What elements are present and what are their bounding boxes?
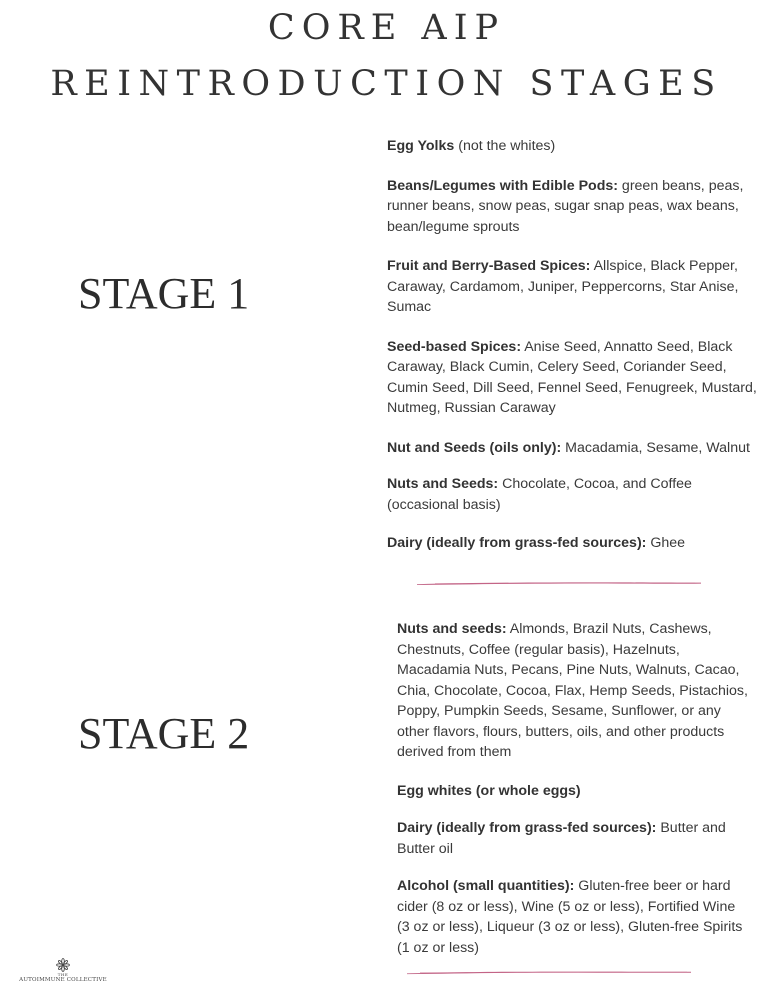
item-text: green beans, peas, runner beans, snow peas, sugar snap peas, wax beans, bean/legume sprouts <box>387 177 744 235</box>
item-label: Alcohol (small quantities): <box>397 878 575 894</box>
list-item <box>387 438 759 459</box>
item-label: Beans/Legumes with Edible Pods: <box>387 177 618 194</box>
divider-stroke <box>415 580 703 586</box>
item-text: Macadamia, Sesame, Walnut <box>561 439 750 456</box>
item-text: (not the whites) <box>454 138 556 154</box>
list-item <box>397 619 749 763</box>
flower-icon <box>55 958 71 972</box>
page-title-line-2: REINTRODUCTION STAGES <box>50 64 723 104</box>
item-label: Seed-based Spices: <box>387 338 522 355</box>
brand-logo <box>18 958 108 984</box>
list-item <box>397 818 749 859</box>
page-title-line-1: CORE AIP <box>267 8 506 48</box>
item-text: Chocolate, Cocoa, and Coffee (occasional basis) <box>387 476 692 513</box>
item-label: Nuts and seeds: <box>397 621 507 637</box>
stage-2-food-list <box>397 619 749 977</box>
list-item <box>387 533 759 554</box>
list-item <box>387 474 759 515</box>
item-label: Dairy (ideally from grass-fed sources): <box>397 820 657 836</box>
item-label: Nut and Seeds (oils only): <box>387 439 562 456</box>
list-item <box>397 876 749 958</box>
stage-1-food-list <box>387 136 759 573</box>
item-label: Egg whites (or whole eggs) <box>397 782 581 799</box>
item-text: Almonds, Brazil Nuts, Cashews, Chestnuts, Coffee (regular basis), Hazelnuts, Macadamia Nuts, Pecans, Pine Nuts, Walnuts, Cacao, Chia, Chocolate, Cocoa, Flax, Hemp Seeds, Pistachios, Poppy, Pumpkin Seeds, Sesame, Sunflower, or any other flavors, flours, butters, oils, and other products derived from them <box>397 621 748 760</box>
list-item <box>387 176 759 238</box>
item-text: Anise Seed, Annatto Seed, Black Caraway, Black Cumin, Celery Seed, Coriander Seed, Cumin Seed, Dill Seed, Fennel Seed, Fenugreek, Mustard, Nutmeg, Russian Caraway <box>387 338 757 416</box>
item-text: Butter and Butter oil <box>397 820 726 857</box>
stage-1-heading: STAGE 1 <box>78 269 250 318</box>
list-item <box>397 781 749 802</box>
list-item <box>387 337 759 419</box>
logo-name: AUTOIMMUNE COLLECTIVE <box>19 977 107 983</box>
item-label: Fruit and Berry-Based Spices: <box>387 258 591 274</box>
logo-small-text: THE <box>57 972 69 977</box>
item-label: Nuts and Seeds: <box>387 476 499 492</box>
stage-2-heading: STAGE 2 <box>78 709 250 758</box>
item-text: Ghee <box>646 535 686 551</box>
item-text: Allspice, Black Pepper, Caraway, Cardamom, Juniper, Peppercorns, Star Anise, Sumac <box>387 258 739 315</box>
list-item <box>387 256 759 318</box>
list-item <box>387 136 759 157</box>
divider-stroke <box>405 969 693 975</box>
item-label: Egg Yolks <box>387 138 455 154</box>
item-label: Dairy (ideally from grass-fed sources): <box>387 535 647 551</box>
item-text: Gluten-free beer or hard cider (8 oz or less), Wine (5 oz or less), Fortified Wine (3 oz or less), Liqueur (3 oz or less), Gluten-free Spirits (1 oz or less) <box>397 878 743 956</box>
